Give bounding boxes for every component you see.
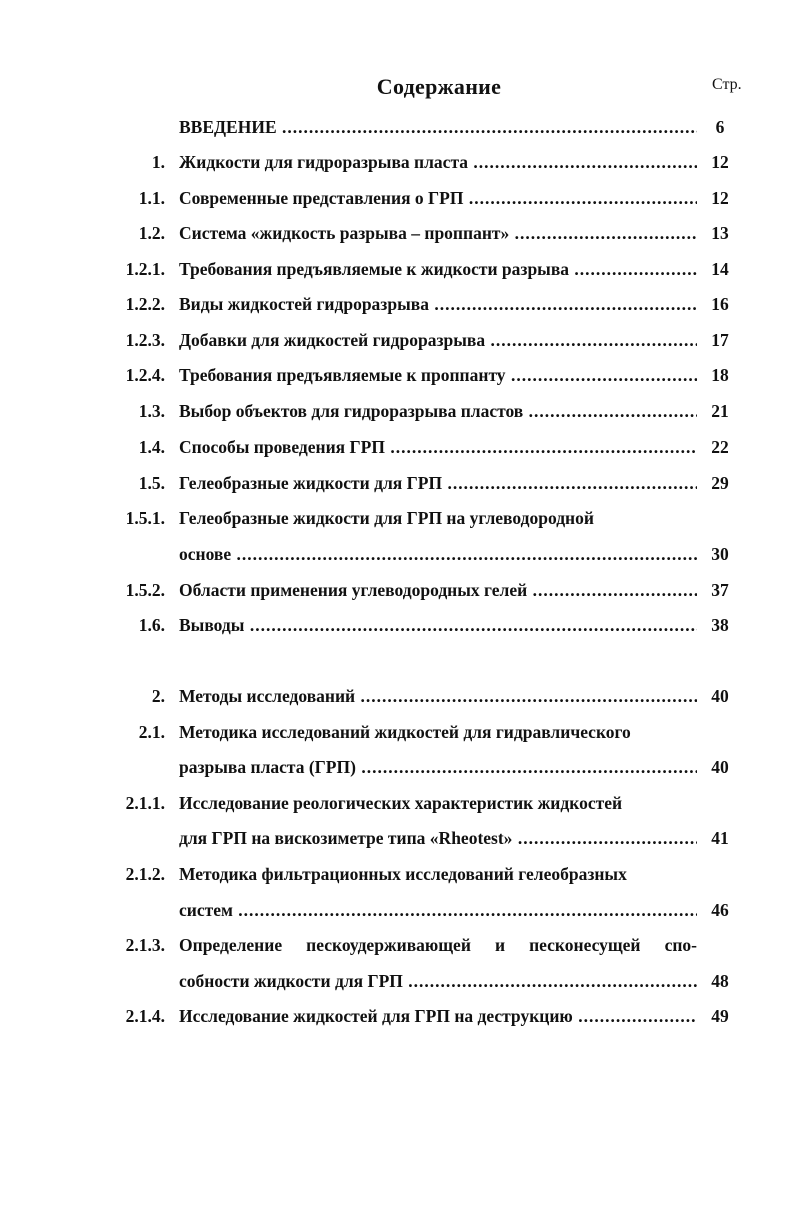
toc-entry-1-1[interactable] xyxy=(0,185,795,211)
toc-entry-title: Виды жидкостей гидроразрыва ..... xyxy=(179,291,697,317)
toc-entry-title-continued: разрыва пласта (ГРП) ..... xyxy=(179,754,697,780)
toc-entry-title: Гелеобразные жидкости для ГРП ..... xyxy=(179,470,697,496)
toc-entry-page: 18 xyxy=(711,365,729,385)
toc-entry-number: 1.2. xyxy=(138,223,165,243)
toc-entry-page: 40 xyxy=(711,686,729,706)
toc-entry-1-2-1[interactable] xyxy=(0,256,795,282)
toc-entry-2-1-2[interactable] xyxy=(0,861,795,887)
toc-entry-number: 1.2.2. xyxy=(125,294,165,314)
toc-entry-title: Исследование жидкостей для ГРП на деструкцию ..... xyxy=(179,1003,697,1029)
toc-entry-title-continued: систем ..... xyxy=(179,897,697,923)
toc-entry-number: 2.1.3. xyxy=(125,935,165,955)
toc-entry-page: 13 xyxy=(711,223,729,243)
toc-entry-page: 37 xyxy=(711,580,729,600)
toc-entry-page: 29 xyxy=(711,473,729,493)
toc-entry-title: Способы проведения ГРП ..... xyxy=(179,434,697,460)
toc-entry-page: 21 xyxy=(711,401,729,421)
toc-entry-page: 22 xyxy=(711,437,729,457)
toc-entry-2-1-3-continued[interactable] xyxy=(0,968,795,994)
toc-entry-title-continued: основе ..... xyxy=(179,541,697,567)
toc-entry-number: 2.1.1. xyxy=(125,793,165,813)
toc-entry-title: Система «жидкость разрыва – проппант» ..... xyxy=(179,220,697,246)
toc-entry-1-2[interactable] xyxy=(0,220,795,246)
toc-entry-1-6[interactable] xyxy=(0,612,795,638)
toc-entry-1-5[interactable] xyxy=(0,470,795,496)
toc-entry-title: Методика фильтрационных исследований гелеобразных xyxy=(179,864,627,884)
toc-entry-number: 1.5.1. xyxy=(125,508,165,528)
toc-entry-number: 1.1. xyxy=(138,188,165,208)
page-title: Содержание xyxy=(376,74,502,99)
toc-entry-number: 2.1.4. xyxy=(125,1006,165,1026)
toc-entry-page: 12 xyxy=(711,152,729,172)
toc-entry-page: 12 xyxy=(711,188,729,208)
toc-entry-title: Определение пескоудерживающей и песконесущей спо- xyxy=(179,935,697,955)
toc-entry-2-1-2-continued[interactable] xyxy=(0,897,795,923)
toc-entry-number: 1.2.4. xyxy=(125,365,165,385)
toc-entry-number: 1.5. xyxy=(138,473,165,493)
toc-entry-page: 16 xyxy=(711,294,729,314)
toc-entry-page: 46 xyxy=(711,900,729,920)
toc-entry-1-2-2[interactable] xyxy=(0,291,795,317)
toc-entry-page: 41 xyxy=(711,828,729,848)
toc-entry-page: 14 xyxy=(711,259,729,279)
toc-entry-2-1-1-continued[interactable] xyxy=(0,825,795,851)
toc-entry-title: Жидкости для гидроразрыва пласта ..... xyxy=(179,149,697,175)
toc-entry-page: 49 xyxy=(711,1006,729,1026)
toc-entry-number: 2.1. xyxy=(138,722,165,742)
toc-entry-introduction[interactable] xyxy=(0,114,795,140)
toc-entry-2-1-3[interactable] xyxy=(0,932,795,958)
toc-entry-number: 2. xyxy=(151,686,165,706)
toc-entry-title: Исследование реологических характеристик жидкостей xyxy=(179,793,623,813)
toc-entry-2-1[interactable] xyxy=(0,719,795,745)
toc-entry-1[interactable] xyxy=(0,149,795,175)
toc-entry-title: Методы исследований ..... xyxy=(179,683,697,709)
toc-entry-1-3[interactable] xyxy=(0,398,795,424)
toc-entry-title: Требования предъявляемые к проппанту ..... xyxy=(179,362,697,388)
toc-entry-title: Гелеобразные жидкости для ГРП на углеводородной xyxy=(179,508,594,528)
toc-entry-1-2-4[interactable] xyxy=(0,362,795,388)
toc-entry-number: 1.2.1. xyxy=(125,259,165,279)
toc-entry-2-1-4[interactable] xyxy=(0,1003,795,1029)
toc-entry-1-2-3[interactable] xyxy=(0,327,795,353)
toc-entry-title-continued: собности жидкости для ГРП ..... xyxy=(179,968,697,994)
toc-entry-number: 1.6. xyxy=(138,615,165,635)
toc-entry-page: 40 xyxy=(711,757,729,777)
toc-entry-number: 1. xyxy=(151,152,165,172)
toc-entry-title: Выбор объектов для гидроразрыва пластов ..... xyxy=(179,398,697,424)
toc-entry-1-4[interactable] xyxy=(0,434,795,460)
toc-entry-title: Выводы ..... xyxy=(179,612,697,638)
toc-entry-number: 1.3. xyxy=(138,401,165,421)
toc-entry-page: 38 xyxy=(711,615,729,635)
toc-entry-title: ВВЕДЕНИЕ ..... xyxy=(179,114,697,140)
toc-entry-number: 2.1.2. xyxy=(125,864,165,884)
toc-entry-1-5-1[interactable] xyxy=(0,505,795,531)
toc-entry-2-1-1[interactable] xyxy=(0,790,795,816)
toc-entry-title: Добавки для жидкостей гидроразрыва ..... xyxy=(179,327,697,353)
toc-entry-2[interactable] xyxy=(0,683,795,709)
toc-entry-title: Области применения углеводородных гелей ..... xyxy=(179,577,697,603)
toc-entry-2-1-continued[interactable] xyxy=(0,754,795,780)
toc-entry-page: 17 xyxy=(711,330,729,350)
toc-entry-number: 1.2.3. xyxy=(125,330,165,350)
toc-entry-page: 6 xyxy=(715,117,725,137)
toc-entry-number: 1.4. xyxy=(138,437,165,457)
toc-entry-page: 30 xyxy=(711,544,729,564)
toc-entry-number: 1.5.2. xyxy=(125,580,165,600)
toc-entry-page: 48 xyxy=(711,971,729,991)
toc-entry-1-5-1-continued[interactable] xyxy=(0,541,795,567)
page-column-label: Стр. xyxy=(712,76,742,93)
toc-entry-title-continued: для ГРП на вискозиметре типа «Rheotest» ..... xyxy=(179,825,697,851)
toc-entry-title: Требования предъявляемые к жидкости разрыва ..... xyxy=(179,256,697,282)
toc-entry-title: Методика исследований жидкостей для гидравлического xyxy=(179,722,631,742)
toc-entry-title: Современные представления о ГРП ..... xyxy=(179,185,697,211)
toc-entry-1-5-2[interactable] xyxy=(0,577,795,603)
